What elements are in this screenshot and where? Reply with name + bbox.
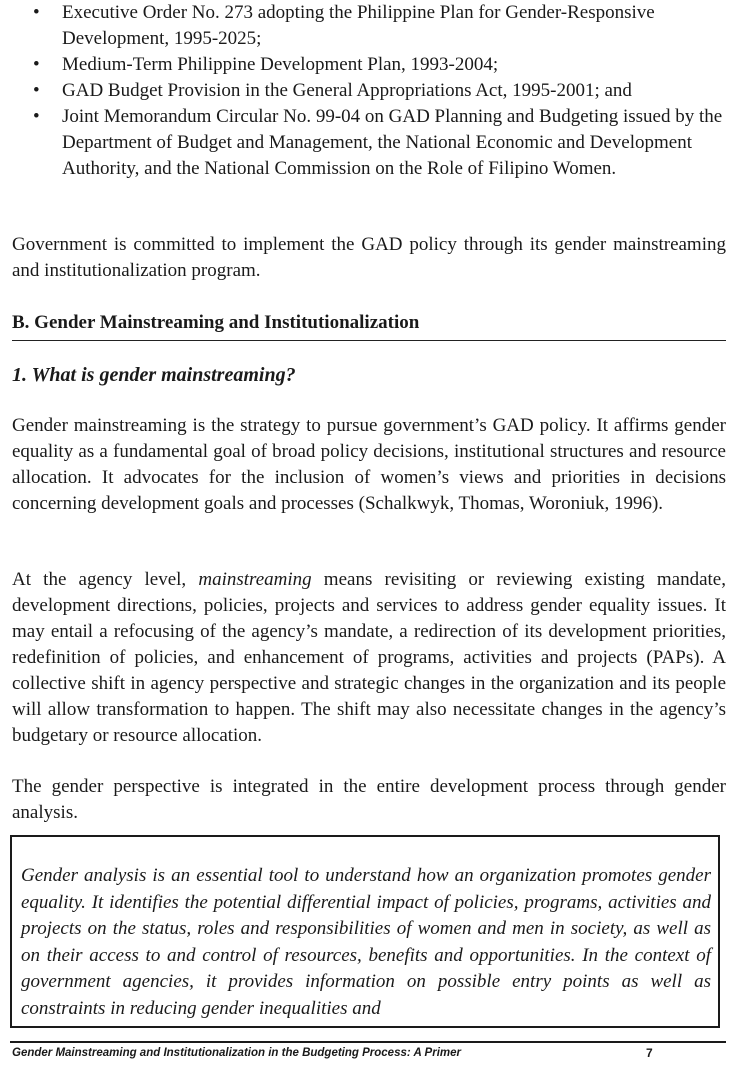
bullet-text: GAD Budget Provision in the General Appropriations Act, 1995-2001; and bbox=[62, 80, 632, 101]
bullet-marker: • bbox=[33, 2, 40, 23]
bullet-marker: • bbox=[33, 80, 40, 101]
footer-divider bbox=[10, 1041, 726, 1043]
bullet-marker: • bbox=[33, 106, 40, 127]
list-item bbox=[0, 0, 730, 52]
callout-text: Gender analysis is an essential tool to understand how an organization promotes gender equality. It identifies the potential differential impact of policies, programs, activities and projects on the status, roles and responsibilities of women and men in society, as well as on their access to and control of resources, benefits and opportunities. In the context of government agencies, it provides information on possible entry points as well as constraints in reducing gender inequalities and bbox=[21, 865, 711, 1019]
agency-level-paragraph bbox=[12, 567, 726, 749]
subsection-heading: 1. What is gender mainstreaming? bbox=[12, 364, 296, 386]
intro-paragraph: Government is committed to implement the GAD policy through its gender mainstreaming and institutionalization program. bbox=[12, 234, 726, 281]
section-heading: B. Gender Mainstreaming and Institutionalization bbox=[12, 312, 420, 333]
list-item bbox=[0, 104, 730, 182]
gender-analysis-callout bbox=[10, 835, 720, 1028]
paragraph-text-rest: means revisiting or reviewing existing mandate, development directions, policies, projects and services to address gender equality issues. It may entail a refocusing of the agency’s mandate, a redirection of its development priorities, redefinition of policies, and enhancement of programs, activities and projects (PAPs). A collective shift in agency perspective and strategic changes in the organization and its people will allow transformation to happen. The shift may also necessitate changes in the agency’s budgetary or resource allocation. bbox=[12, 569, 726, 746]
policy-bullet-list bbox=[0, 0, 750, 182]
page-number: 7 bbox=[646, 1046, 653, 1060]
emphasis-term: mainstreaming bbox=[198, 569, 312, 590]
bullet-text: Medium-Term Philippine Development Plan, 1993-2004; bbox=[62, 54, 499, 75]
bullet-text: Executive Order No. 273 adopting the Philippine Plan for Gender-Responsive Development, 1995-2025; bbox=[62, 2, 655, 49]
paragraph-text-start: At the agency level, bbox=[12, 569, 199, 590]
section-divider bbox=[12, 340, 726, 341]
footer-title: Gender Mainstreaming and Institutionalization in the Budgeting Process: A Primer bbox=[12, 1047, 461, 1059]
list-item bbox=[0, 78, 730, 104]
gender-perspective-paragraph: The gender perspective is integrated in the entire development process through gender analysis. bbox=[12, 776, 726, 823]
list-item bbox=[0, 52, 730, 78]
bullet-text: Joint Memorandum Circular No. 99-04 on GAD Planning and Budgeting issued by the Department of Budget and Management, the National Economic and Development Authority, and the National Commission on the Role of Filipino Women. bbox=[62, 106, 723, 179]
bullet-marker: • bbox=[33, 54, 40, 75]
definition-paragraph: Gender mainstreaming is the strategy to pursue government’s GAD policy. It affirms gender equality as a fundamental goal of broad policy decisions, institutional structures and resource allocation. It advocates for the inclusion of women’s views and priorities in decisions concerning development goals and processes (Schalkwyk, Thomas, Woroniuk, 1996). bbox=[12, 415, 726, 514]
